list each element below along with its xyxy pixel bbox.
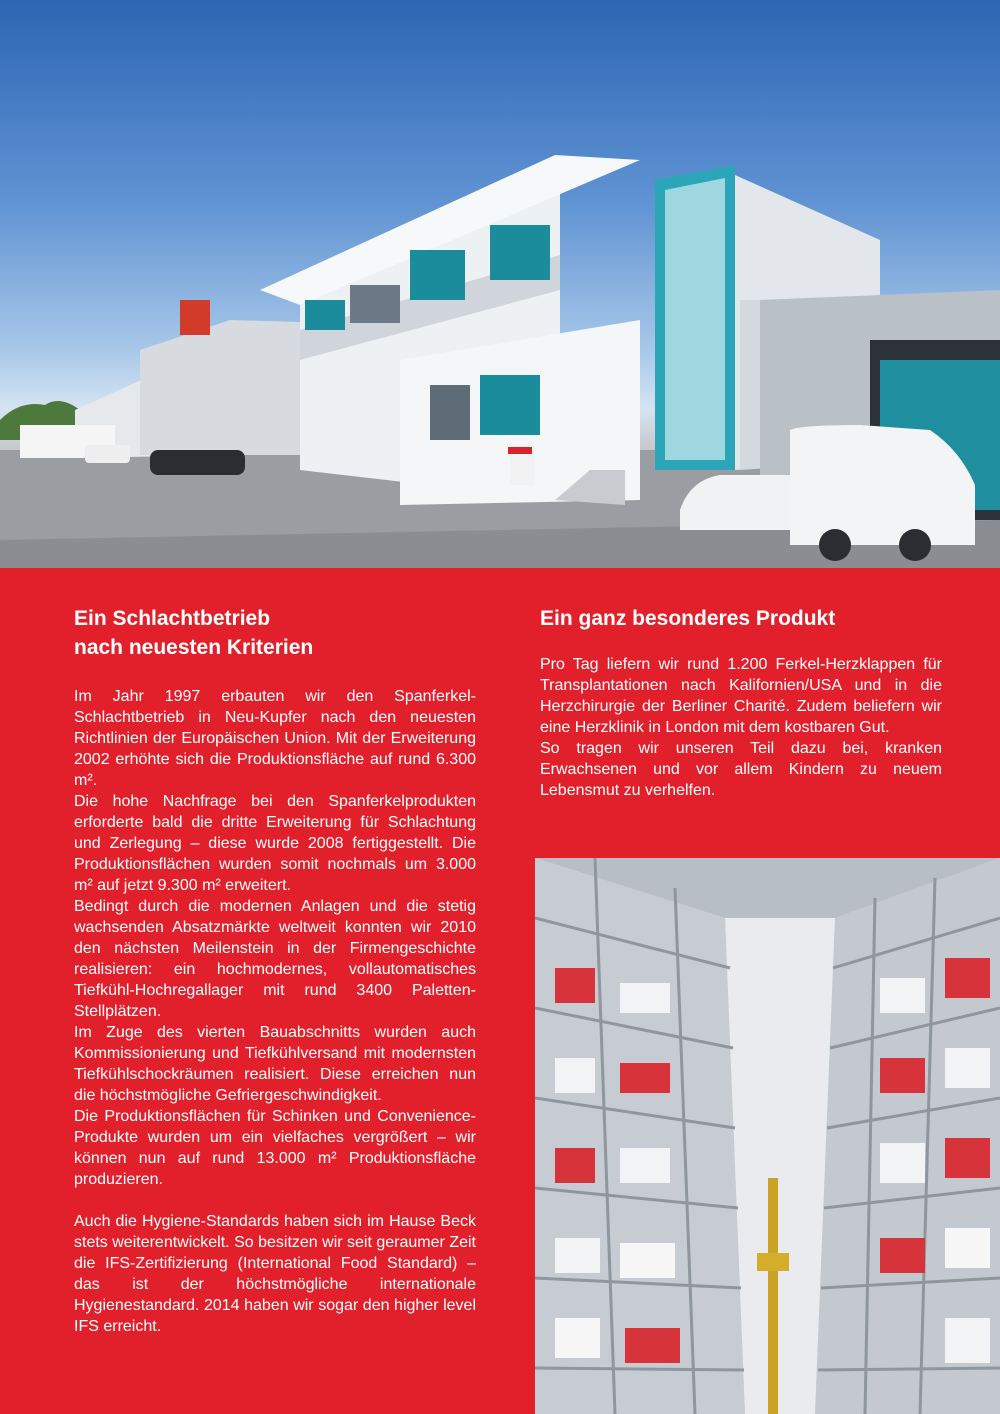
left-body (74, 686, 476, 1337)
left-heading-line-2: nach neuesten Kriterien (74, 636, 314, 659)
left-paragraph: Die hohe Nachfrage bei den Spanferkelprodukten erforderte bald die dritte Erweiterung für Schlachtung und Zerlegung – diese wurde 2008 fertiggestellt. Die Produktionsflächen wurden somit nochmals um 3.000 m² auf jetzt 9.300 m² erweitert. (74, 793, 476, 894)
right-heading: Ein ganz besonderes Produkt (540, 607, 836, 630)
right-paragraph: So tragen wir unseren Teil dazu bei, kranken Erwachsenen und vor allem Kindern zu neuem Lebensmut zu verhelfen. (540, 740, 942, 799)
left-paragraph: Die Produktionsflächen für Schinken und Convenience-Produkte wurden um ein vielfaches vergrößert – wir können nun auf rund 13.000 m² Produktionsfläche produzieren. (74, 1108, 476, 1188)
left-paragraph: Bedingt durch die modernen Anlagen und die stetig wachsenden Absatzmärkte weltweit konnten wir 2010 den nächsten Meilenstein in der Firmengeschichte realisieren: ein hochmodernes, vollautomatisches Tiefkühl-Hochregallager mit rund 3400 Paletten-Stellplätzen. (74, 898, 476, 1020)
left-heading-line-1: Ein Schlachtbetrieb (74, 607, 271, 630)
left-paragraph: Auch die Hygiene-Standards haben sich im Hause Beck stets weiterentwickelt. So besitzen wir seit geraumer Zeit die IFS-Zertifizierung (International Food Standard) – das ist der höchstmögliche internationale Hygienestandard. 2014 haben wir sogar den higher level IFS erreicht. (74, 1213, 476, 1335)
left-paragraph: Im Zuge des vierten Bauabschnitts wurden auch Kommissionierung und Tiefkühlversand mit modernsten Tiefkühlschockräumen realisiert. Diese erreichen nun die höchstmögliche Gefriergeschwindigkeit. (74, 1024, 476, 1104)
left-paragraph: Im Jahr 1997 erbauten wir den Spanferkel-Schlachtbetrieb in Neu-Kupfer nach den neuesten Richtlinien der Europäischen Union. Mit der Erweiterung 2002 erhöhte sich die Produktionsfläche auf rund 6.300 m². (74, 688, 476, 789)
building-illustration (0, 0, 1000, 568)
warehouse-photo (535, 858, 1000, 1414)
building-photo (0, 0, 1000, 568)
right-body (540, 654, 942, 801)
left-heading (74, 604, 494, 662)
warehouse-illustration (535, 858, 1000, 1414)
right-paragraph: Pro Tag liefern wir rund 1.200 Ferkel-Herzklappen für Transplantationen nach Kalifornien/USA und in die Herzchirurgie der Berliner Charité. Zudem beliefern wir eine Herzklinik in London mit dem kostbaren Gut. (540, 656, 942, 736)
